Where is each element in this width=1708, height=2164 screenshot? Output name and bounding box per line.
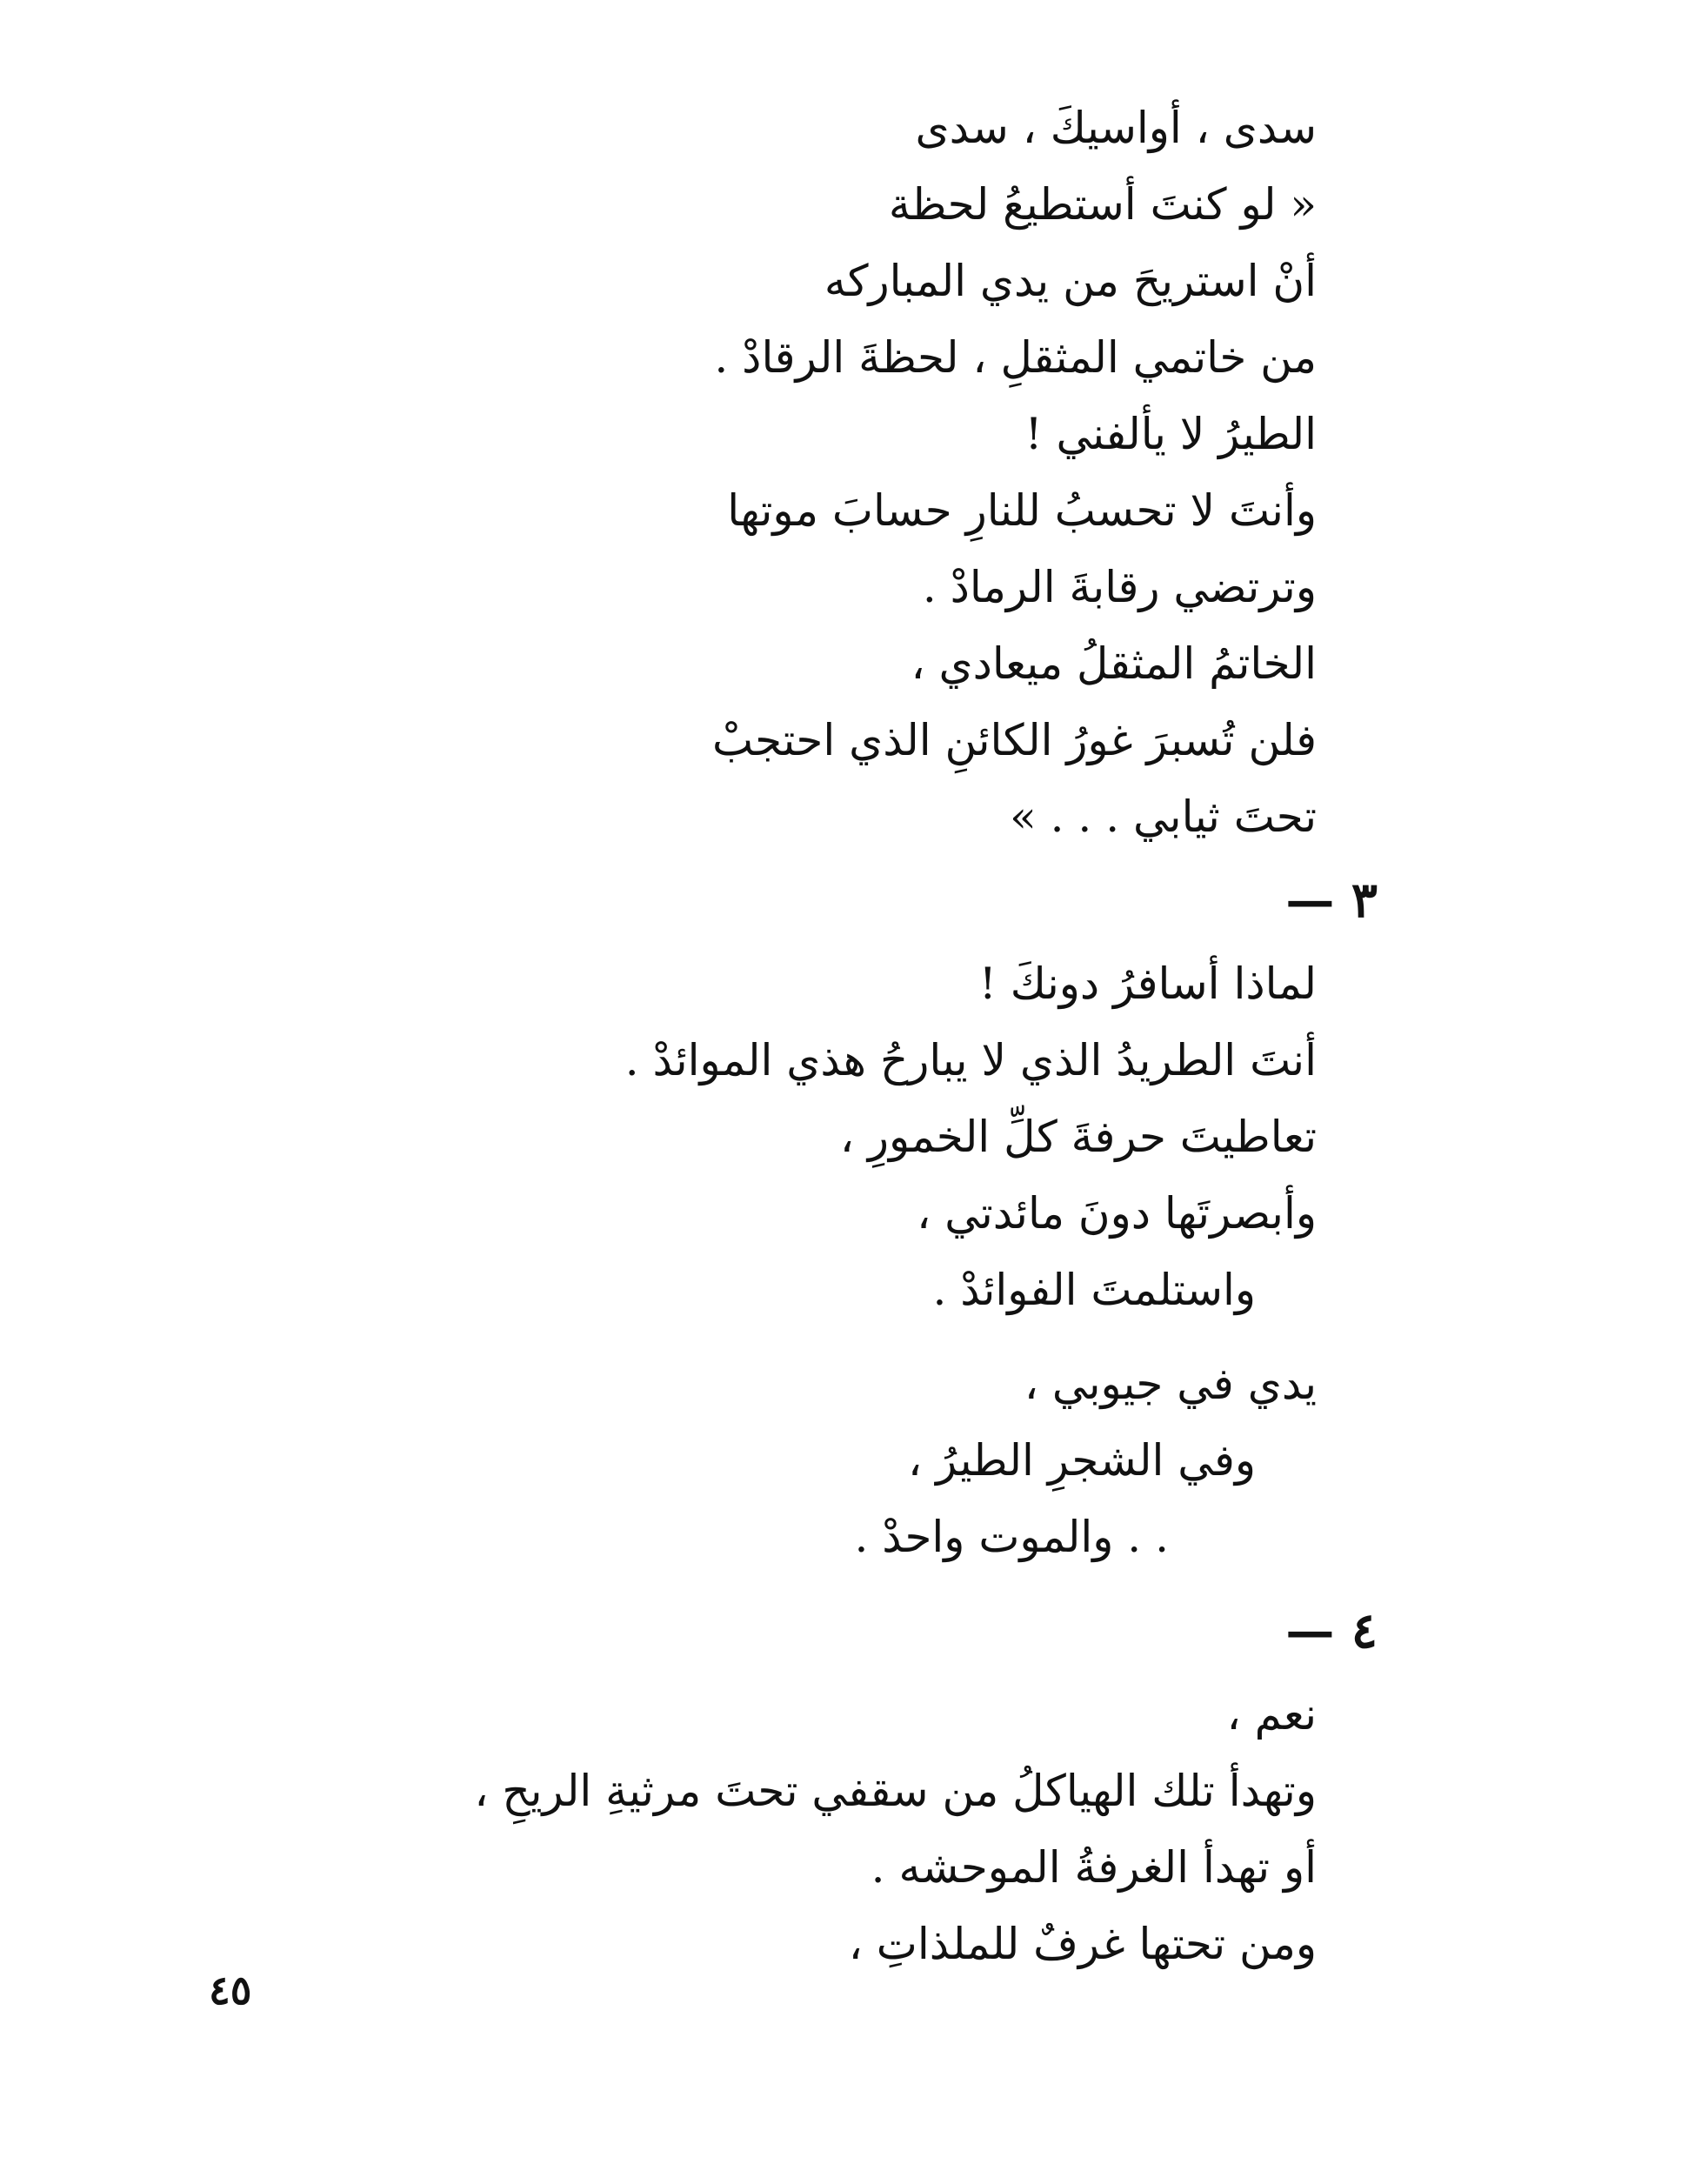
page-number: ٤٥ — [209, 1967, 252, 2014]
poem-line: ومن تحتها غرفٌ للملذاتِ ، — [848, 1919, 1317, 1969]
poem-line: أنتَ الطريدُ الذي لا يبارحُ هذي الموائدْ . — [624, 1035, 1317, 1085]
poem-line: . . والموت واحدْ . — [854, 1512, 1169, 1562]
poem-line: وترتضي رقابةَ الرمادْ . — [922, 562, 1317, 612]
poem-line: سدى ، أواسيكَ ، سدى — [915, 103, 1317, 153]
section-number: ٤ — — [1285, 1602, 1378, 1660]
poem-line: وأنتَ لا تحسبُ للنارِ حسابَ موتها — [727, 485, 1317, 536]
poem-line: الطيرُ لا يألفني ! — [1024, 409, 1317, 459]
poem-line: أنْ استريحَ من يدي المباركه — [824, 256, 1317, 306]
poem-line: يدي في جيوبي ، — [1024, 1359, 1317, 1409]
poem-line: وأبصرتَها دونَ مائدتي ، — [917, 1188, 1317, 1239]
poem-line: فلن تُسبرَ غورُ الكائنِ الذي احتجبْ — [711, 715, 1317, 765]
poem-line: وتهدأ تلك الهياكلُ من سقفي تحتَ مرثيةِ الريحِ ، — [474, 1766, 1317, 1816]
poem-line: تحتَ ثيابي . . . » — [1010, 791, 1317, 842]
poem-line: واستلمتَ الفوائدْ . — [932, 1265, 1256, 1315]
poem-line: « لو كنتَ أستطيعُ لحظة — [888, 179, 1317, 230]
poem-line: من خاتمي المثقلِ ، لحظةَ الرقادْ . — [714, 332, 1317, 383]
poem-line: الخاتمُ المثقلُ ميعادي ، — [911, 638, 1317, 689]
poem-line: وفي الشجرِ الطيرُ ، — [908, 1435, 1256, 1486]
section-number: ٣ — — [1285, 872, 1378, 929]
poem-line: لماذا أسافرُ دونكَ ! — [978, 958, 1317, 1009]
poem-line: أو تهدأ الغرفةُ الموحشه . — [871, 1842, 1317, 1893]
poem-line: تعاطيتَ حرفةَ كلِّ الخمورِ ، — [839, 1112, 1317, 1162]
poem-line: نعم ، — [1226, 1689, 1317, 1740]
